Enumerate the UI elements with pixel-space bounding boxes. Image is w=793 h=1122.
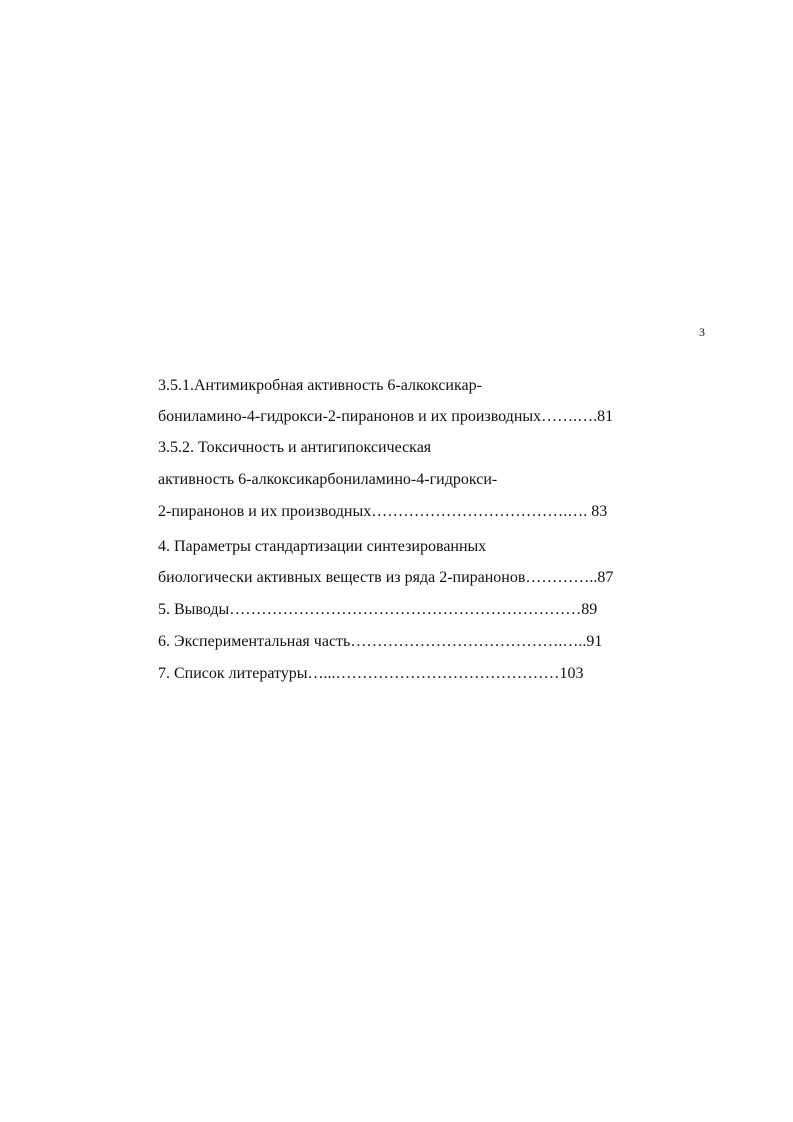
page-number: 3 xyxy=(699,325,705,339)
toc-line-3-5-2-continuation-2: 2-пиранонов и их производных……………………………….…. 83 xyxy=(158,503,608,520)
toc-line-3-5-2-continuation-1: активность 6-алкоксикарбониламино-4-гидрокси- xyxy=(158,471,498,488)
toc-line-3-5-1-continuation: бониламино-4-гидрокси-2-пиранонов и их производных…….….81 xyxy=(158,408,614,425)
toc-line-7: 7. Список литературы…...……………………………………103 xyxy=(158,665,584,682)
toc-line-4-continuation: биологически активных веществ из ряда 2-пиранонов…………..87 xyxy=(158,569,614,586)
toc-line-3-5-1-title: 3.5.1.Антимикробная активность 6-алкоксикар- xyxy=(158,377,482,394)
toc-line-5: 5. Выводы…………………………………………………………89 xyxy=(158,601,598,618)
toc-line-4-title: 4. Параметры стандартизации синтезированных xyxy=(158,538,487,555)
toc-line-3-5-2-title: 3.5.2. Токсичность и антигипоксическая xyxy=(158,439,432,456)
toc-line-6: 6. Экспериментальная часть………………………………….…..91 xyxy=(158,633,603,650)
